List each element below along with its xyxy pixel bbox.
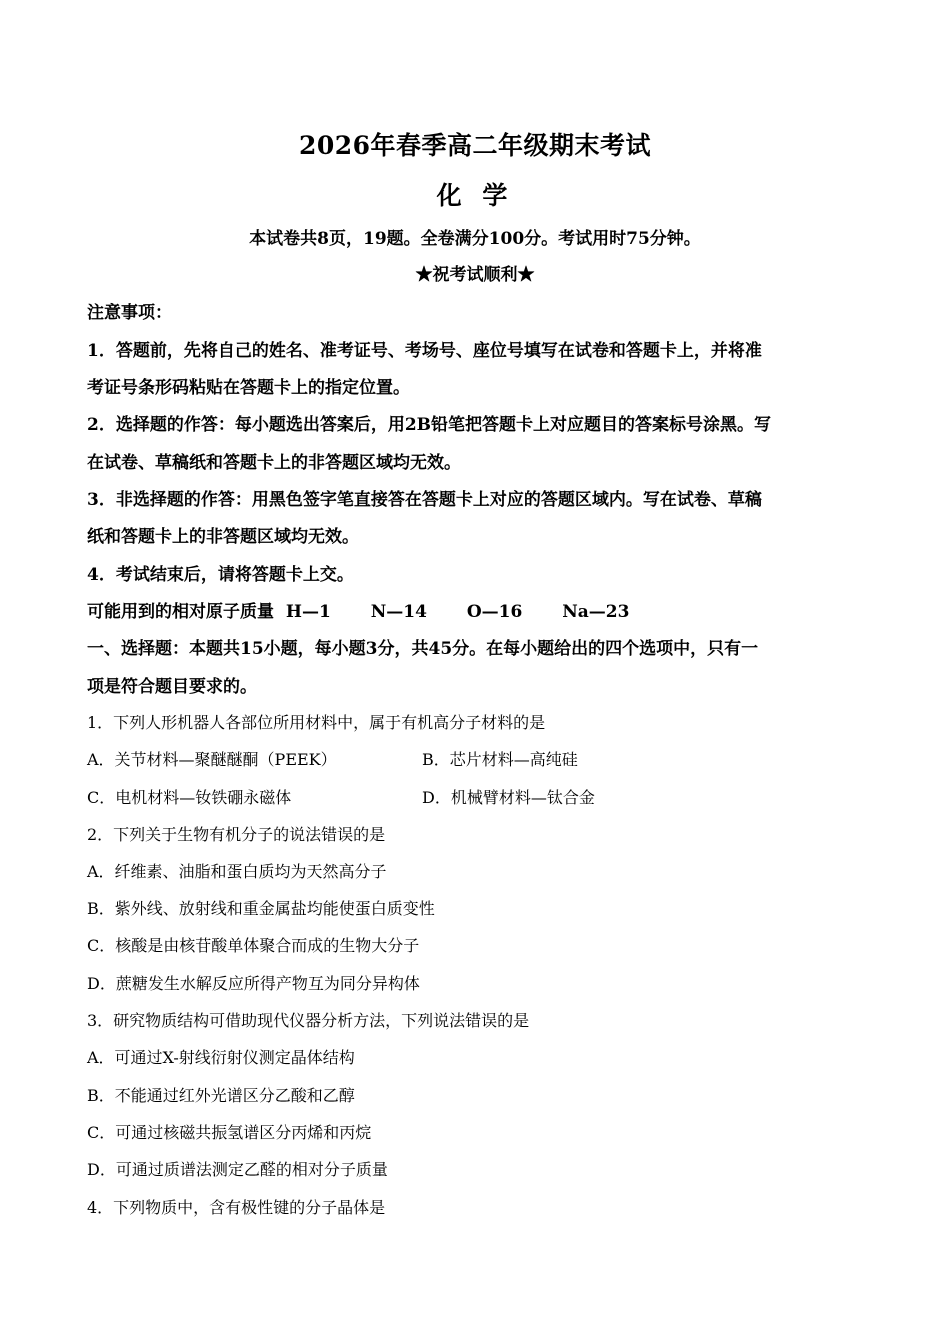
note-line: 3．非选择题的作答：用黑色签字笔直接答在答题卡上对应的答题区域内。写在试卷、草稿 [87, 490, 762, 510]
notes-heading: 注意事项： [87, 303, 172, 323]
note-line: 2．选择题的作答：每小题选出答案后，用2B铅笔把答题卡上对应题目的答案标号涂黑。写 [87, 415, 772, 435]
mass-o: O—16 [466, 602, 523, 622]
question-2-option-c: C．核酸是由核苷酸单体聚合而成的生物大分子 [87, 936, 420, 955]
section-heading-cont: 项是符合题目要求的。 [87, 677, 257, 697]
question-4-stem: 4．下列物质中，含有极性键的分子晶体是 [87, 1198, 386, 1217]
question-1-option-d: D．机械臂材料—钛合金 [422, 788, 595, 807]
atomic-masses [87, 597, 629, 622]
note-line: 考证号条形码粘贴在答题卡上的指定位置。 [87, 378, 410, 398]
atomic-masses-label: 可能用到的相对原子质量 [87, 602, 274, 622]
question-1-option-c: C．电机材料—钕铁硼永磁体 [87, 788, 292, 807]
question-3-option-b: B．不能通过红外光谱区分乙酸和乙醇 [87, 1086, 355, 1105]
exam-title: 2026年春季高二年级期末考试 [298, 131, 652, 160]
question-2-option-d: D．蔗糖发生水解反应所得产物互为同分异构体 [87, 974, 420, 993]
question-2-option-b: B．紫外线、放射线和重金属盐均能使蛋白质变性 [87, 899, 435, 918]
exam-wish: ★祝考试顺利★ [415, 265, 535, 285]
question-3-option-a: A．可通过X-射线衍射仪测定晶体结构 [87, 1048, 355, 1067]
question-3-option-c: C．可通过核磁共振氢谱区分丙烯和丙烷 [87, 1123, 372, 1142]
question-2-option-a: A．纤维素、油脂和蛋白质均为天然高分子 [87, 862, 387, 881]
mass-h: H—1 [285, 602, 331, 622]
exam-info: 本试卷共8页，19题。全卷满分100分。考试用时75分钟。 [249, 229, 701, 249]
question-2-stem: 2．下列关于生物有机分子的说法错误的是 [87, 825, 386, 844]
mass-na: Na—23 [562, 602, 630, 622]
mass-n: N—14 [370, 602, 427, 622]
question-1-option-b: B．芯片材料—高纯硅 [422, 750, 578, 769]
subject-title: 化 学 [436, 181, 514, 210]
question-3-stem: 3．研究物质结构可借助现代仪器分析方法，下列说法错误的是 [87, 1011, 530, 1030]
question-3-option-d: D．可通过质谱法测定乙醛的相对分子质量 [87, 1160, 388, 1179]
note-line: 4．考试结束后，请将答题卡上交。 [87, 565, 354, 585]
note-line: 纸和答题卡上的非答题区域均无效。 [87, 527, 359, 547]
note-line: 1．答题前，先将自己的姓名、准考证号、考场号、座位号填写在试卷和答题卡上，并将准 [87, 341, 762, 361]
note-line: 在试卷、草稿纸和答题卡上的非答题区域均无效。 [87, 453, 461, 473]
section-heading: 一、选择题：本题共15小题，每小题3分，共45分。在每小题给出的四个选项中，只有一 [87, 639, 759, 659]
question-1-stem: 1．下列人形机器人各部位所用材料中，属于有机高分子材料的是 [87, 713, 546, 732]
question-1-option-a: A．关节材料—聚醚醚酮（PEEK） [87, 750, 337, 769]
